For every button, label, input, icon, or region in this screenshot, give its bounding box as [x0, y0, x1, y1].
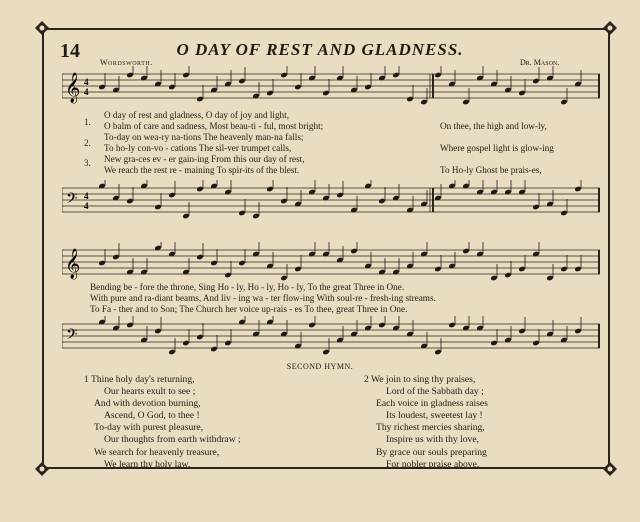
verse-line: Each voice in gladness raises [376, 398, 488, 410]
second-hymn-verse-1 [84, 374, 241, 471]
lyric-line: With pure and ra-diant beams, And liv - ing wa - ter flow-ing With soul-re - fresh-ing streams. [90, 293, 436, 303]
verse-line: 1 Thine holy day's returning, [84, 374, 195, 385]
lyric-line: To-day on wea-ry na-tions The heavenly man-na falls; [104, 132, 304, 142]
page-number: 14 [60, 40, 80, 62]
lyric-line: To ho-ly con-vo - cations The sil-ver trumpet calls, [104, 143, 292, 153]
verse-line: Lord of the Sabbath day ; [386, 386, 484, 398]
lyric-line: New gra-ces ev - er gain-ing From this our day of rest, [104, 154, 305, 164]
bass-staff-2 [62, 316, 602, 356]
bass-clef-icon: 𝄢 [66, 190, 78, 211]
corner-ornament-icon [603, 21, 617, 35]
svg-text:4: 4 [84, 191, 89, 201]
corner-ornament-icon [603, 462, 617, 476]
svg-text:4: 4 [84, 201, 89, 211]
treble-staff-1 [62, 66, 602, 106]
lyric-line: To Fa - ther and to Son; The Church her voice up-rais - es To thee, great Three in One. [90, 304, 408, 314]
verse-line: We search for heavenly treasure, [94, 446, 220, 458]
verse-number: 1. [84, 117, 91, 127]
corner-ornament-icon [35, 462, 49, 476]
lyric-line: O balm of care and sadness, Most beau-ti - ful, most bright; [104, 121, 324, 131]
verse-line: We learn thy holy law. [104, 458, 191, 470]
verse-line: Ascend, O God, to thee ! [104, 410, 200, 422]
hymn-title: O DAY OF REST AND GLADNESS. [176, 40, 464, 59]
treble-clef-icon: 𝄞 [65, 73, 81, 103]
svg-text:4: 4 [84, 87, 89, 97]
verse-number: 2. [84, 138, 91, 148]
words-author: Wordsworth. [100, 58, 153, 67]
refrain-line: Where gospel light is glow-ing [440, 143, 554, 153]
verse-line: 2 We join to sing thy praises, [364, 374, 476, 385]
bass-staff-1 [62, 180, 602, 220]
verse-line: By grace our souls preparing [376, 446, 487, 458]
bass-clef-icon: 𝄢 [66, 326, 78, 347]
verse-line: Its loudest, sweetest lay ! [386, 410, 483, 422]
music-composer: Dr. Mason. [520, 58, 560, 67]
second-hymn-verse-2 [364, 374, 488, 471]
verse-line: And with devotion burning, [94, 398, 201, 410]
verse-line: Inspire us with thy love, [386, 434, 479, 446]
lyric-line: Bending be - fore the throne, Sing Ho - ly, Ho - ly, Ho - ly, To the great Three in One. [90, 282, 405, 292]
svg-text:4: 4 [84, 77, 89, 87]
lyric-line: We reach the rest re - maining To spir-its of the blest. [104, 165, 300, 175]
refrain-line: To Ho-ly Ghost be prais-es, [440, 165, 542, 175]
refrain-line: On thee, the high and low-ly, [440, 121, 547, 131]
verse-line: Thy richest mercies sharing, [376, 422, 485, 434]
verse-line: Our thoughts from earth withdraw ; [104, 434, 241, 446]
treble-clef-icon: 𝄞 [65, 249, 81, 279]
verse-line: For nobler praise above. [386, 458, 480, 470]
corner-ornament-icon [35, 21, 49, 35]
lyric-line: O day of rest and gladness, O day of joy and light, [104, 110, 289, 120]
verse-number: 3. [84, 158, 91, 168]
verse-line: To-day with purest pleasure, [94, 422, 204, 434]
verse-line: Our hearts exult to see ; [104, 386, 196, 398]
second-hymn-heading: SECOND HYMN. [286, 362, 354, 371]
treble-staff-2 [62, 242, 602, 282]
